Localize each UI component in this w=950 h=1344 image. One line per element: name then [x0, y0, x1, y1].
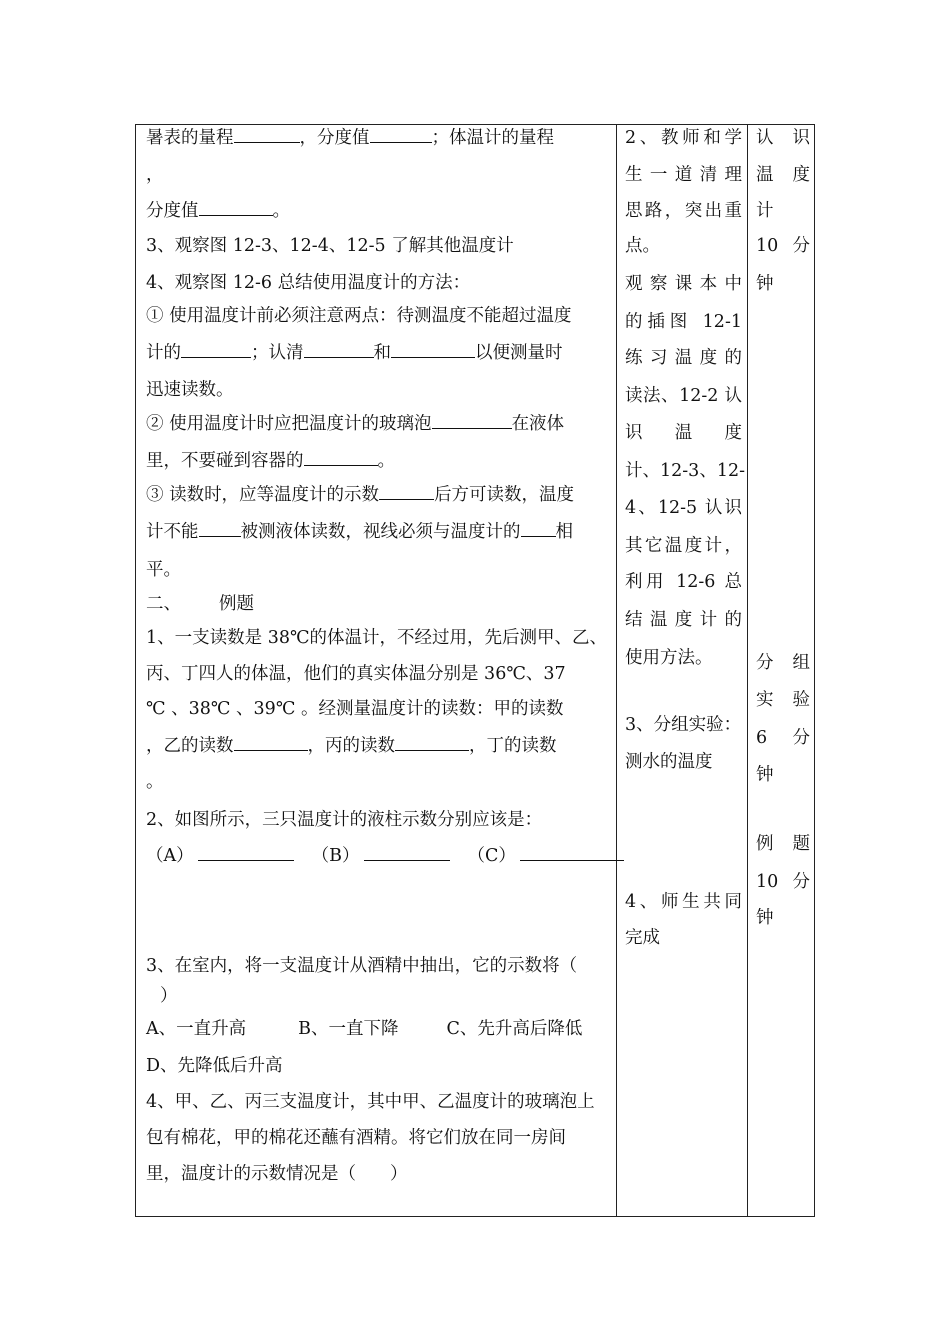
text-line: 3、在室内，将一支温度计从酒精中抽出，它的示数将（	[146, 956, 578, 976]
blank	[521, 521, 556, 537]
text-line: 的插图 12-1	[625, 312, 742, 332]
text-line: 里，温度计的示数情况是（ ）	[146, 1164, 408, 1184]
text-line: 计不能 被测液体读数，视线必须与温度计的 相	[146, 522, 573, 542]
text-line: 4、甲、乙、丙三支温度计，其中甲、乙温度计的玻璃泡上	[146, 1092, 595, 1112]
blank	[364, 845, 450, 861]
text-line: 10 分	[756, 236, 810, 256]
text-line: 计	[756, 201, 774, 221]
text-line: 4、12-5 认识	[625, 498, 742, 518]
text-line: 点。	[625, 236, 660, 256]
lesson-plan-table	[135, 124, 815, 1217]
blank	[199, 200, 273, 216]
section-heading: 二、 例题	[146, 594, 254, 614]
text-line: 3、观察图 12-3、12-4、12-5 了解其他温度计	[146, 236, 514, 256]
text-line: 生一道清理	[625, 165, 742, 185]
blank	[370, 127, 432, 143]
text-line: 丙、丁四人的体温，他们的真实体温分别是 36℃、37	[146, 664, 566, 684]
text-line: 测水的温度	[625, 752, 713, 772]
text-line: 钟	[756, 908, 774, 928]
blank	[304, 450, 378, 466]
text-line: 里，不要碰到容器的 。	[146, 451, 395, 471]
time-column	[748, 125, 816, 1216]
text-line: 钟	[756, 274, 774, 294]
text-line: 钟	[756, 765, 774, 785]
blank	[198, 845, 294, 861]
activity-column	[617, 125, 748, 1216]
text-line: 10 分	[756, 872, 810, 892]
blank	[199, 521, 241, 537]
text-line: ，	[146, 165, 164, 185]
text-line: 暑表的量程 ，分度值 ；体温计的量程	[146, 128, 554, 148]
text-line: 读法、12-2 认	[625, 386, 742, 406]
text-line: 观察课本中	[625, 274, 742, 294]
blank	[379, 484, 434, 500]
text-line: 4、师生共同	[625, 892, 742, 912]
text-line: 完成	[625, 928, 660, 948]
text-line: 计的 ；认清 和 以便测量时	[146, 343, 563, 363]
text-line: ℃ 、38℃ 、39℃ 。经测量温度计的读数：甲的读数	[146, 699, 564, 719]
text-line: 温 度	[756, 165, 810, 185]
blank	[234, 735, 308, 751]
text-line: 迅速读数。	[146, 380, 234, 400]
blank	[391, 342, 475, 358]
answer-choices-line: （A） （B） （C）	[146, 843, 609, 869]
text-line: 1、一支读数是 38℃的体温计，不经过用，先后测甲、乙、	[146, 628, 608, 648]
text-line: 6 分	[756, 728, 810, 748]
content-column	[136, 125, 617, 1216]
text-line: 2、如图所示，三只温度计的液柱示数分别应该是：	[146, 810, 543, 830]
text-line: ，乙的读数 ，丙的读数 ，丁的读数	[146, 736, 557, 756]
text-line: ）	[160, 986, 178, 1006]
text-line: 认 识	[756, 128, 810, 148]
text-line: 2、教师和学	[625, 128, 742, 148]
text-line: 实 验	[756, 690, 810, 710]
text-line: 3、分组实验：	[625, 715, 742, 735]
text-line: 例 题	[756, 834, 810, 854]
text-line: 其它温度计，	[625, 536, 742, 556]
options-line: A、一直升高 B、一直下降 C、先升高后降低	[146, 1019, 583, 1039]
text-line: 计、12-3、12-	[625, 461, 745, 481]
text-line: 分度值 。	[146, 201, 290, 221]
blank	[304, 342, 374, 358]
text-line: 利用 12-6 总	[625, 572, 742, 592]
text-line: 使用方法。	[625, 648, 713, 668]
text-line: 思路，突出重	[625, 201, 742, 221]
text-line: 包有棉花，甲的棉花还蘸有酒精。将它们放在同一房间	[146, 1128, 566, 1148]
blank	[432, 413, 512, 429]
text-line: 。	[146, 772, 164, 792]
text-line: 结温度计的	[625, 610, 742, 630]
blank	[395, 735, 469, 751]
text-line: 练习温度的	[625, 348, 742, 368]
text-line: 识 温 度	[625, 423, 742, 443]
text-line: 分 组	[756, 653, 810, 673]
blank	[181, 342, 251, 358]
text-line: 平。	[146, 560, 181, 580]
text-line: ② 使用温度计时应把温度计的玻璃泡 在液体	[146, 414, 565, 434]
blank	[520, 845, 624, 861]
text-line: 4、观察图 12-6 总结使用温度计的方法：	[146, 273, 471, 293]
text-line: ① 使用温度计前必须注意两点：待测温度不能超过温度	[146, 306, 572, 326]
text-line: D、先降低后升高	[146, 1056, 283, 1076]
blank	[234, 127, 300, 143]
text-line: ③ 读数时，应等温度计的示数 后方可读数，温度	[146, 485, 575, 505]
